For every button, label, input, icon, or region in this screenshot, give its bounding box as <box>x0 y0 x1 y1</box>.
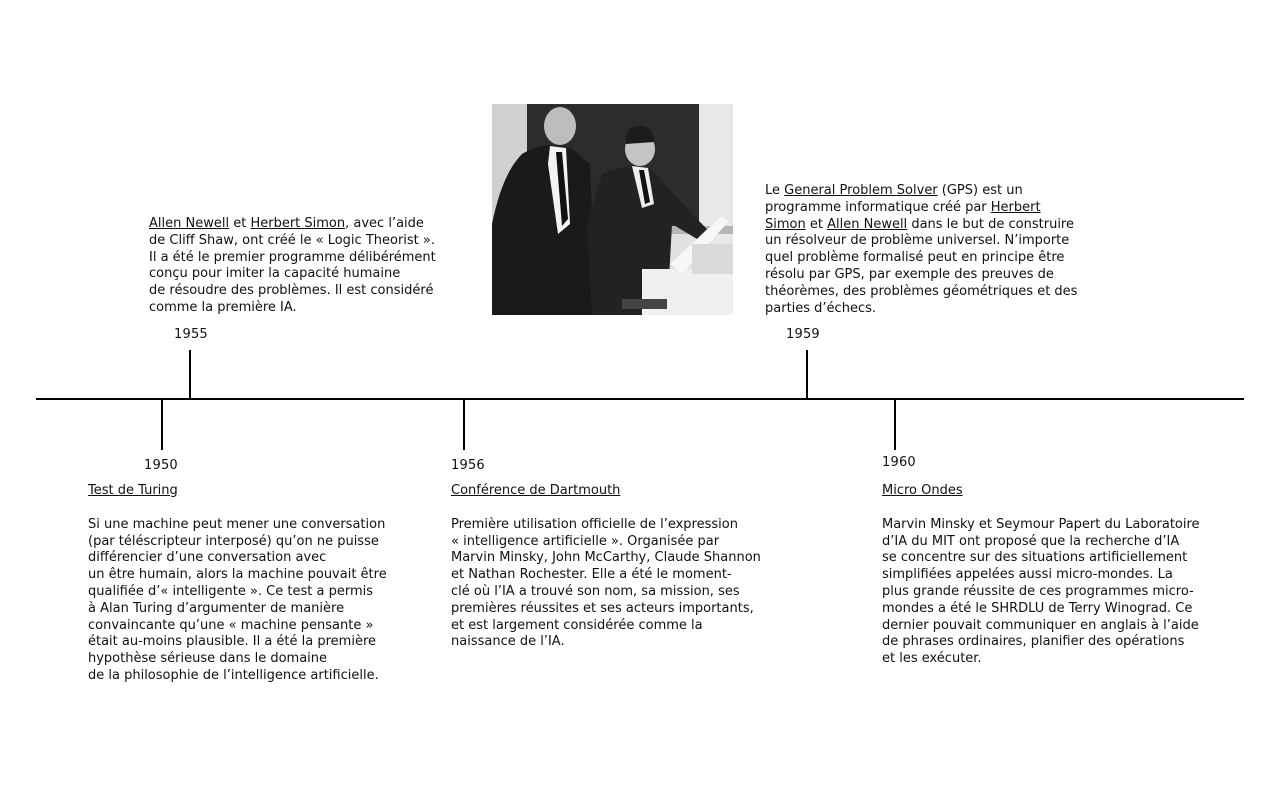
event-1950-body: Si une machine peut mener une conversation (par téléscripteur interposé) qu’on ne puisse différencier d’une conversation avec un être humain, alors la machine pouvait être qualifiée d’« intelligente ». Ce test a permis à Alan Turing d’argumenter de manière convaincante qu’une « machine pensante » était au-moins plausible. Il a été la première hypothèse sérieuse dans le domaine de la philosophie de l’intelligence artificielle. <box>88 516 387 683</box>
year-1956: 1956 <box>451 458 485 473</box>
event-1950-title[interactable]: Test de Turing <box>88 483 178 498</box>
tick-1955 <box>189 350 191 399</box>
event-1956-body: Première utilisation officielle de l’expression « intelligence artificielle ». Organisée par Marvin Minsky, John McCarthy, Claude Shannon et Nathan Rochester. Elle a été le moment- clé où l’IA a trouvé son nom, sa mission, ses premières réussites et ses acteurs importants, et est largement considérée comme la naissance de l’IA. <box>451 516 761 650</box>
event-1960 <box>882 483 1222 668</box>
tick-1959 <box>806 350 808 399</box>
link-allen-newell[interactable]: Allen Newell <box>149 216 230 231</box>
photo-newell-simon <box>492 104 733 315</box>
tick-1956 <box>463 399 465 450</box>
year-1960: 1960 <box>882 455 916 470</box>
link-general-problem-solver[interactable]: General Problem Solver <box>784 183 938 198</box>
event-1955-text: Allen Newell et Herbert Simon, avec l’aide de Cliff Shaw, ont créé le « Logic Theorist ». Il a été le premier programme délibérément conçu pour imiter la capacité humaine de résoudre des problèmes. Il est considéré comme la première IA. <box>149 216 436 315</box>
photo-image <box>492 104 733 315</box>
link-herbert-simon[interactable]: Herbert Simon <box>765 199 1041 232</box>
tick-1950 <box>161 399 163 450</box>
event-1960-body: Marvin Minsky et Seymour Papert du Laboratoire d’IA du MIT ont proposé que la recherche d’IA se concentre sur des situations artificiellement simplifiées appelées aussi micro-mondes. La plus grande réussite de ces programmes micro- mondes a été le SHRDLU de Terry Winograd. Ce dernier pouvait communiquer en anglais à l’aide de phrases ordinaires, planifier des opérations et les exécuter. <box>882 516 1200 667</box>
timeline-axis <box>36 398 1244 400</box>
link-allen-newell[interactable]: Allen Newell <box>827 216 908 232</box>
event-1960-title[interactable]: Micro Ondes <box>882 483 963 498</box>
link-herbert-simon[interactable]: Herbert Simon <box>250 216 346 231</box>
event-1956 <box>451 483 781 651</box>
event-1959-text: Le General Problem Solver (GPS) est un programme informatique créé par Herbert Simon et Allen Newell dans le but de construire un résolveur de problème universel. N’importe quel problème formalisé peut en principe être résolu par GPS, par exemple des preuves de théorèmes, des problèmes géométriques et des parties d’échecs. <box>765 183 1078 316</box>
tick-1960 <box>894 399 896 450</box>
year-1959: 1959 <box>786 327 820 342</box>
event-1956-title[interactable]: Conférence de Dartmouth <box>451 483 621 498</box>
year-1950: 1950 <box>144 458 178 473</box>
event-1950 <box>88 483 408 685</box>
year-1955: 1955 <box>174 327 208 342</box>
